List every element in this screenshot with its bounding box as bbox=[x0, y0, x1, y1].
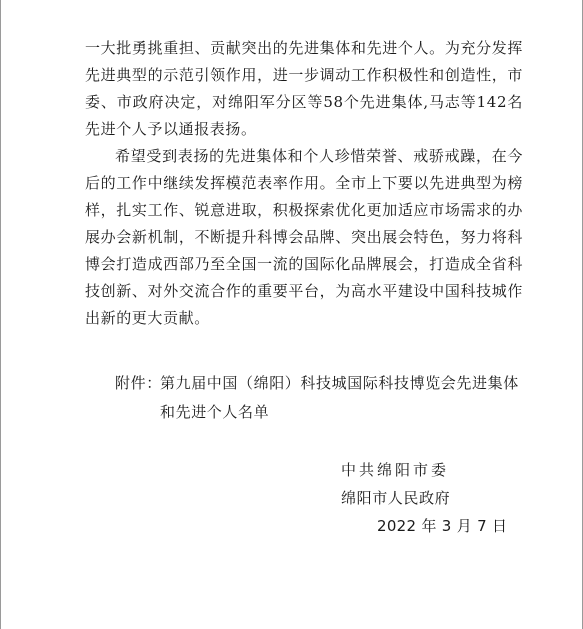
signature-org-government: 绵阳市人民政府 bbox=[341, 489, 451, 507]
signature-date: 2022 年 3 月 7 日 bbox=[377, 517, 508, 535]
attachment-label: 附件： bbox=[115, 374, 162, 392]
paragraph-2: 希望受到表扬的先进集体和个人珍惜荣誉、戒骄戒躁，在今后的工作中继续发挥模范表率作用。全市上下要以先进典型为榜样，扎实工作、锐意进取，积极探索优化更加适应市场需求的办展办会新机制，不断提升科博会品牌、突出展会特色，努力将科博会打造成西部乃至全国一流的国际化品牌展会，打造成全省科技创新、对外交流合作的重要平台，为高水平建设中国科技城作出新的更大贡献。 bbox=[85, 147, 523, 327]
attachment-text: 第九届中国（绵阳）科技城国际科技博览会先进集体和先进个人名单 bbox=[160, 374, 519, 421]
document-body bbox=[85, 35, 523, 332]
signature-block bbox=[341, 456, 507, 540]
paragraph-1: 一大批勇挑重担、贡献突出的先进集体和先进个人。为充分发挥先进典型的示范引领作用，进一步调动工作积极性和创造性，市委、市政府决定，对绵阳军分区等58个先进集体,马志等142名先进个人予以通报表扬。 bbox=[85, 39, 523, 138]
signature-org-party-committee: 中共绵阳市委 bbox=[341, 461, 450, 479]
